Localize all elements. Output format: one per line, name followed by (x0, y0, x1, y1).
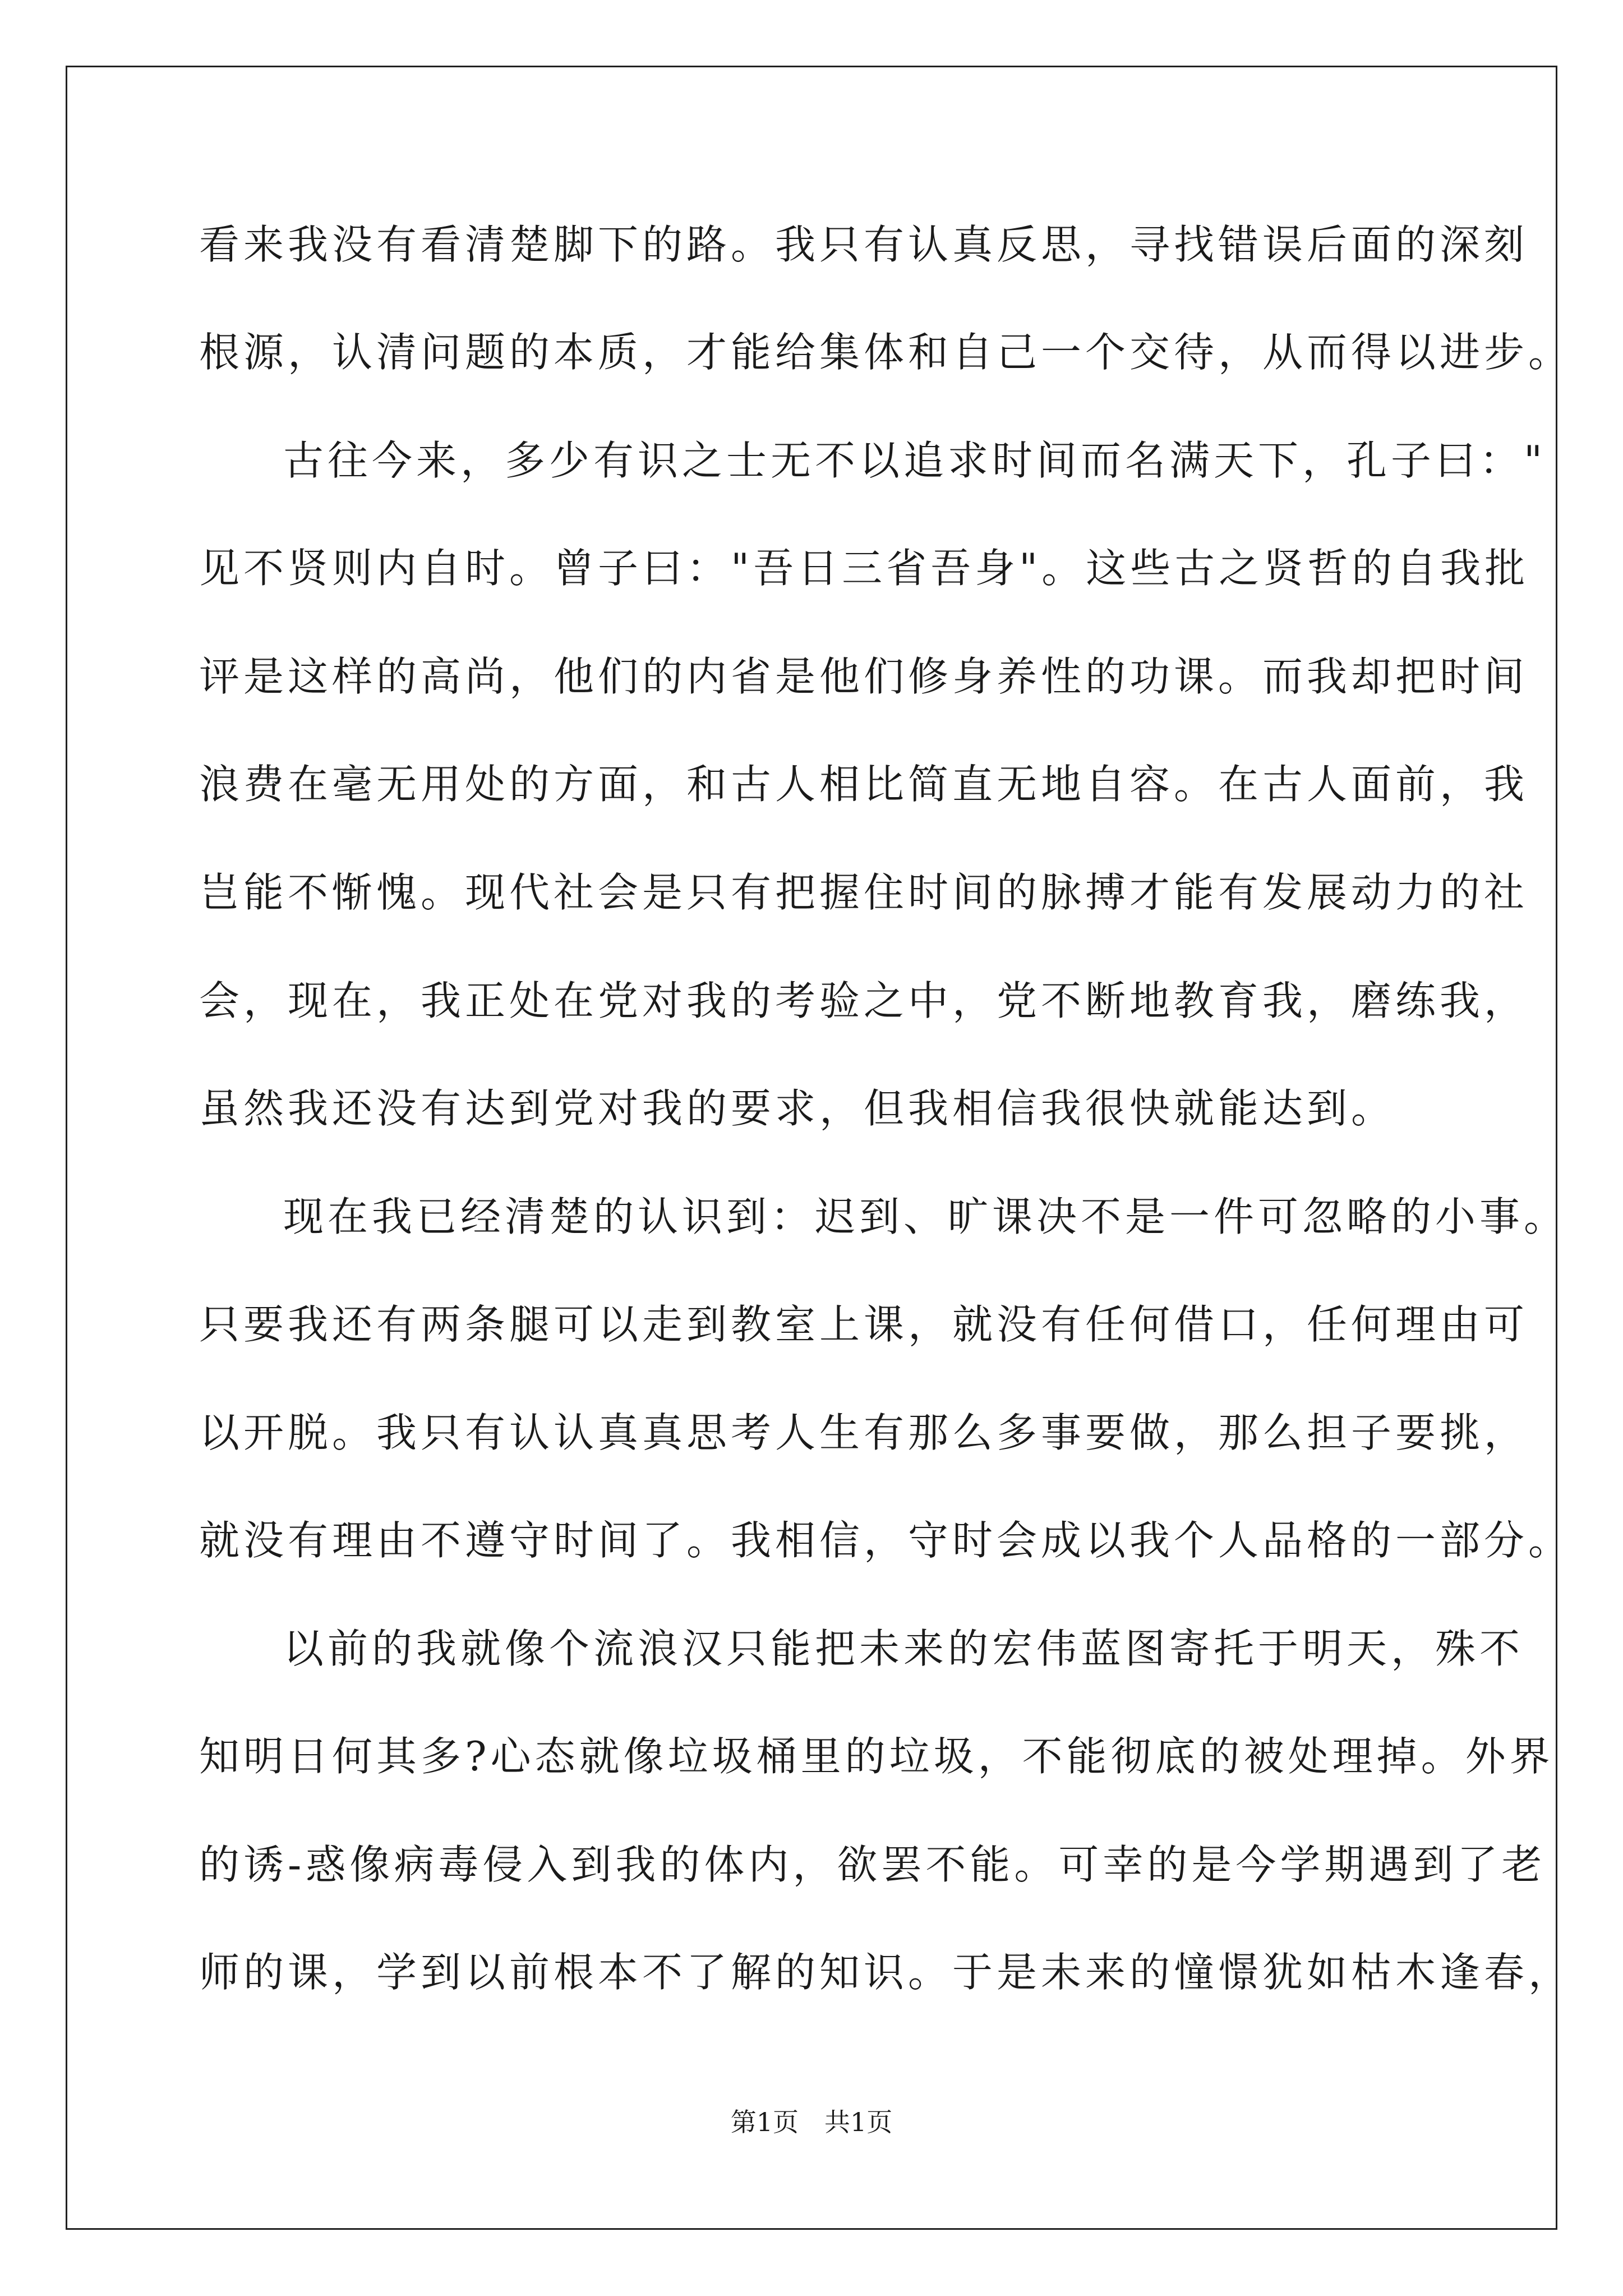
body-line: 只要我还有两条腿可以走到教室上课，就没有任何借口，任何理由可 (199, 1301, 1529, 1348)
body-line: 虽然我还没有达到党对我的要求，但我相信我很快就能达到。 (199, 1085, 1396, 1132)
body-line: 根源，认清问题的本质，才能给集体和自己一个交待，从而得以进步。 (199, 329, 1573, 376)
paragraph-start-line: 古往今来，多少有识之士无不以追求时间而名满天下，孔子曰：" (283, 437, 1547, 484)
body-line: 知明日何其多?心态就像垃圾桶里的垃圾，不能彻底的被处理掉。外界 (199, 1733, 1554, 1780)
body-line: 以开脱。我只有认认真真思考人生有那么多事要做，那么担子要挑， (199, 1409, 1529, 1456)
page-border (66, 66, 1557, 2230)
body-line: 岂能不惭愧。现代社会是只有把握住时间的脉搏才能有发展动力的社 (199, 869, 1529, 916)
paragraph-start-line: 现在我已经清楚的认识到：迟到、旷课决不是一件可忽略的小事。 (283, 1193, 1569, 1240)
body-line: 看来我没有看清楚脚下的路。我只有认真反思，寻找错误后面的深刻 (199, 221, 1529, 268)
body-line: 的诱-惑像病毒侵入到我的体内，欲罢不能。可幸的是今学期遇到了老 (199, 1841, 1546, 1888)
body-line: 见不贤则内自时。曾子曰："吾日三省吾身"。这些古之贤哲的自我批 (199, 545, 1529, 592)
page-number-footer: 第1页 共1页 (730, 2107, 893, 2137)
body-line: 就没有理由不遵守时间了。我相信，守时会成以我个人品格的一部分。 (199, 1517, 1573, 1564)
body-line: 师的课，学到以前根本不了解的知识。于是未来的憧憬犹如枯木逢春， (199, 1949, 1573, 1996)
body-line: 浪费在毫无用处的方面，和古人相比简直无地自容。在古人面前，我 (199, 761, 1529, 808)
paragraph-start-line: 以前的我就像个流浪汉只能把未来的宏伟蓝图寄托于明天，殊不 (283, 1625, 1524, 1672)
body-line: 会，现在，我正处在党对我的考验之中，党不断地教育我，磨练我， (199, 977, 1529, 1024)
body-line: 评是这样的高尚，他们的内省是他们修身养性的功课。而我却把时间 (199, 653, 1529, 700)
